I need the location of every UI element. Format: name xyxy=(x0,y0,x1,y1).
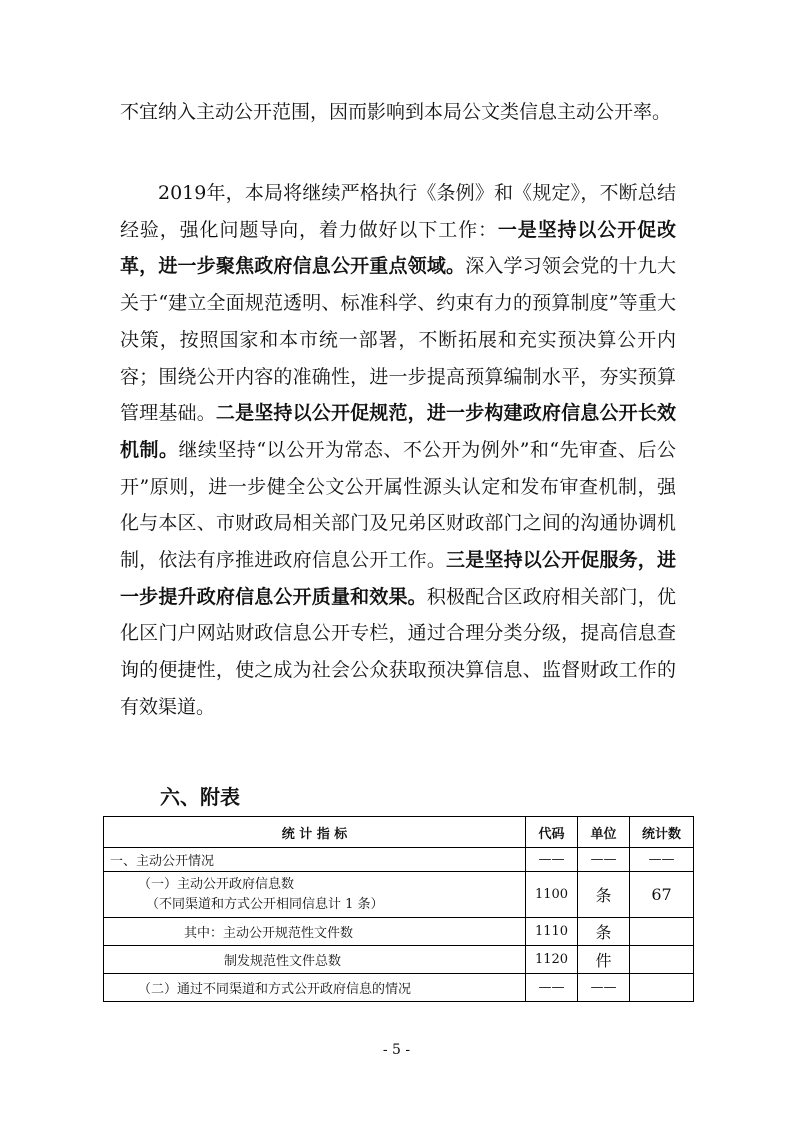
indicator-note: （不同渠道和方式公开相同信息计 1 条） xyxy=(146,896,384,912)
row-unit: 条 xyxy=(578,918,630,946)
indicator-line: （一）主动公开政府信息数 xyxy=(138,876,295,892)
table-row xyxy=(104,872,694,918)
table-header-row xyxy=(104,817,694,848)
bold-highlight: 三是坚持以公开促服务，进一步提升政府信息公开质量和效果。 xyxy=(120,549,676,608)
row-indicator: （二）通过不同渠道和方式公开政府信息的情况 xyxy=(104,974,526,1002)
row-count: 67 xyxy=(630,872,694,918)
row-indicator xyxy=(104,872,526,918)
header-code: 代码 xyxy=(526,817,578,848)
bold-highlight: 一是坚持以公开促改革，进一步聚焦政府信息公开重点领域。 xyxy=(120,218,676,278)
row-unit: —— xyxy=(578,974,630,1002)
row-code: 1120 xyxy=(526,946,578,974)
table-row xyxy=(104,918,694,946)
row-indicator: 制发规范性文件总数 xyxy=(104,946,526,974)
row-indicator: 一、主动公开情况 xyxy=(104,848,526,872)
row-unit: 条 xyxy=(578,872,630,918)
row-unit: 件 xyxy=(578,946,630,974)
row-count xyxy=(630,918,694,946)
row-count: —— xyxy=(630,848,694,872)
row-code: —— xyxy=(526,848,578,872)
header-count: 统计数 xyxy=(630,817,694,848)
header-unit: 单位 xyxy=(578,817,630,848)
table-row xyxy=(104,848,694,872)
paragraph-text: 积极配合区政府相关部门，优化区门户网站财政信息公开专栏，通过合理分类分级，提高信息查询的便捷性，使之成为社会公众获取预决算信息、监督财政工作的有效渠道。 xyxy=(120,585,676,718)
table-row xyxy=(104,974,694,1002)
bold-highlight: 二是坚持以公开促规范，进一步构建政府信息公开长效机制。 xyxy=(120,402,676,461)
row-count xyxy=(630,974,694,1002)
page-number: - 5 - xyxy=(382,1042,411,1058)
table-row xyxy=(104,946,694,974)
row-indicator: 其中：主动公开规范性文件数 xyxy=(104,918,526,946)
row-code: 1110 xyxy=(526,918,578,946)
row-count xyxy=(630,946,694,974)
row-code: —— xyxy=(526,974,578,1002)
body-paragraph-2 xyxy=(120,175,676,726)
paragraph-text: 2019年，本局将继续严格执行《条例》和《规定》，不断总结经验，强化问题导向，着力做好以下工作： xyxy=(120,182,676,241)
header-indicator: 统 计 指 标 xyxy=(104,817,526,848)
paragraph-text: 继续坚持“以公开为常态、不公开为例外”和“先审查、后公开”原则，进一步健全公文公开属性源头认定和发布审查机制，强化与本区、市财政局相关部门及兄弟区财政部门之间的沟通协调机制，依法有序推进政府信息公开工作。 xyxy=(120,438,676,572)
row-code: 1100 xyxy=(526,872,578,918)
statistics-table xyxy=(103,816,694,1002)
body-paragraph-1: 不宜纳入主动公开范围，因而影响到本局公文类信息主动公开率。 xyxy=(120,101,672,123)
row-unit: —— xyxy=(578,848,630,872)
paragraph-text: 深入学习领会党的十九大关于“建立全面规范透明、标准科学、约束有力的预算制度”等重大决策，按照国家和本市统一部署，不断拓展和充实预决算公开内容；围绕公开内容的准确性，进一步提高预算编制水平，夯实预算管理基础。 xyxy=(120,255,676,425)
section-heading: 六、附表 xyxy=(160,785,240,809)
